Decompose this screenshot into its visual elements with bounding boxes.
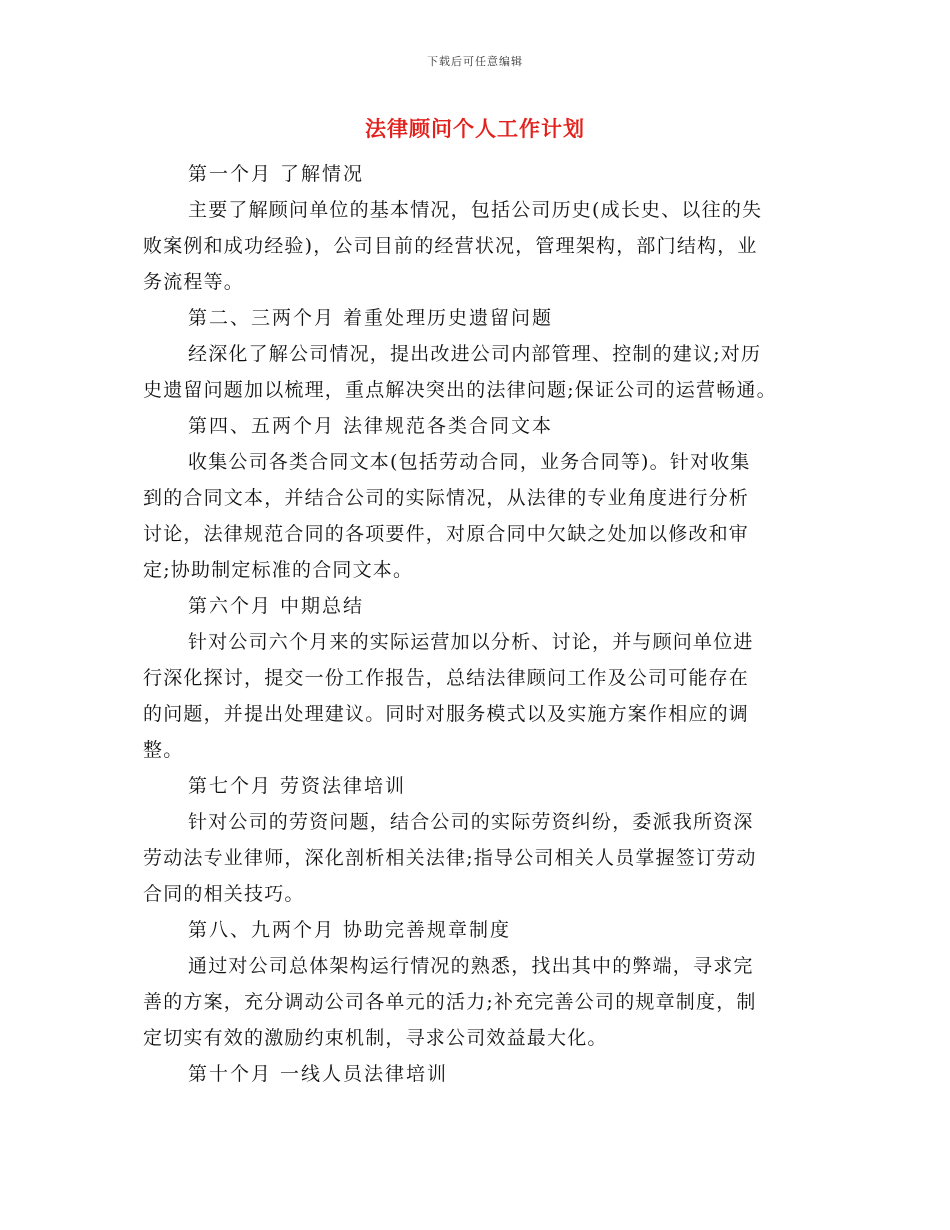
paragraph-line: 史遗留问题加以梳理，重点解决突出的法律问题;保证公司的运营畅通。	[143, 379, 777, 401]
paragraph-line: 针对公司的劳资问题，结合公司的实际劳资纠纷，委派我所资深	[188, 811, 754, 833]
paragraph-line: 败案例和成功经验)，公司目前的经营状况，管理架构，部门结构，业	[143, 235, 758, 257]
paragraph-line: 针对公司六个月来的实际运营加以分析、讨论，并与顾问单位进	[188, 631, 754, 653]
paragraph-line: 主要了解顾问单位的基本情况，包括公司历史(成长史、以往的失	[188, 199, 763, 221]
paragraph-line: 劳动法专业律师，深化剖析相关法律;指导公司相关人员掌握签订劳动	[143, 847, 757, 869]
section-heading: 第七个月 劳资法律培训	[188, 775, 407, 797]
document-body	[143, 156, 823, 1092]
paragraph-line: 到的合同文本，并结合公司的实际情况，从法律的专业角度进行分析	[143, 487, 750, 509]
paragraph-line: 讨论，法律规范合同的各项要件，对原合同中欠缺之处加以修改和审	[143, 523, 750, 545]
paragraph-line: 定切实有效的激励约束机制，寻求公司效益最大化。	[143, 1027, 608, 1049]
paragraph-line: 合同的相关技巧。	[143, 883, 305, 905]
section-heading: 第一个月 了解情况	[188, 163, 365, 185]
section-heading: 第八、九两个月 协助完善规章制度	[188, 919, 512, 941]
paragraph-line: 整。	[143, 739, 184, 761]
paragraph-line: 善的方案，充分调动公司各单元的活力;补充完善公司的规章制度，制	[143, 991, 757, 1013]
paragraph-line: 经深化了解公司情况，提出改进公司内部管理、控制的建议;对历	[188, 343, 762, 365]
paragraph-line: 的问题，并提出处理建议。同时对服务模式以及实施方案作相应的调	[143, 703, 750, 725]
paragraph-line: 定;协助制定标准的合同文本。	[143, 559, 414, 581]
section-heading: 第四、五两个月 法律规范各类合同文本	[188, 415, 554, 437]
paragraph-line: 务流程等。	[143, 271, 245, 293]
paragraph-line: 通过对公司总体架构运行情况的熟悉，找出其中的弊端，寻求完	[188, 955, 754, 977]
document-title: 法律顾问个人工作计划	[365, 116, 585, 141]
page-header-note: 下载后可任意编辑	[427, 55, 523, 68]
paragraph-line: 行深化探讨，提交一份工作报告，总结法律顾问工作及公司可能存在	[143, 667, 750, 689]
section-heading: 第六个月 中期总结	[188, 595, 365, 617]
section-heading: 第二、三两个月 着重处理历史遗留问题	[188, 307, 554, 329]
section-heading: 第十个月 一线人员法律培训	[188, 1063, 449, 1085]
paragraph-line: 收集公司各类合同文本(包括劳动合同，业务合同等)。针对收集	[188, 451, 751, 473]
